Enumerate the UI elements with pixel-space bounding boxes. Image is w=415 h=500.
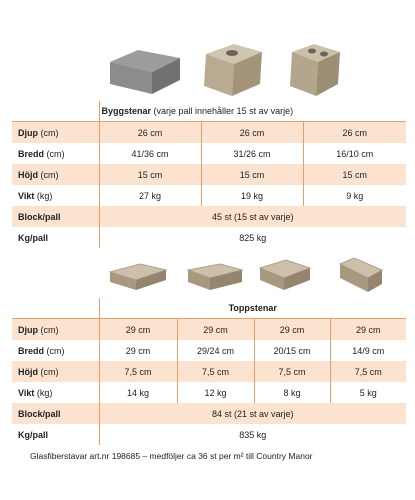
label-text: Byggstenar bbox=[101, 106, 152, 116]
byggstenar-header-row bbox=[12, 101, 406, 122]
unit-text: (cm) bbox=[44, 345, 65, 356]
footer-note: Glasfiberstavar art.nr 198685 – medföljer ca 36 st per m² till Country Manor bbox=[30, 451, 313, 461]
row-label bbox=[12, 143, 99, 164]
unit-text: (kg) bbox=[34, 387, 53, 398]
unit-text: (cm) bbox=[38, 169, 59, 180]
table-cell: 29/24 cm bbox=[177, 340, 254, 361]
label-text: Toppstenar bbox=[228, 303, 277, 313]
unit-text: (kg) bbox=[34, 190, 53, 201]
table-row bbox=[12, 361, 406, 382]
toppstenar-images bbox=[0, 256, 415, 298]
table-cell bbox=[12, 298, 99, 319]
byggstenar-title bbox=[99, 101, 406, 122]
row-label bbox=[12, 206, 99, 227]
cap-stone-image-2 bbox=[184, 260, 246, 294]
table-row bbox=[12, 185, 406, 206]
cap-stone-image-3 bbox=[256, 258, 314, 294]
table-cell: 8 kg bbox=[254, 382, 330, 403]
label-text: Block/pall bbox=[18, 211, 61, 222]
row-label bbox=[12, 361, 99, 382]
label-text: Bredd bbox=[18, 345, 45, 356]
table-cell: 5 kg bbox=[330, 382, 406, 403]
table-cell: 20/15 cm bbox=[254, 340, 330, 361]
table-row bbox=[12, 382, 406, 403]
label-text: Djup bbox=[18, 324, 38, 335]
table-cell: 14 kg bbox=[99, 382, 177, 403]
table-cell: 29 cm bbox=[254, 319, 330, 341]
cap-stone-image-4 bbox=[332, 256, 386, 296]
table-cell: 45 st (15 st av varje) bbox=[99, 206, 406, 227]
label-text: Vikt bbox=[18, 190, 35, 201]
byggstenar-images bbox=[0, 40, 415, 100]
table-cell: 27 kg bbox=[99, 185, 201, 206]
toppstenar-table bbox=[12, 298, 406, 445]
kg-per-pall-row bbox=[12, 227, 406, 248]
block-per-pall-row bbox=[12, 403, 406, 424]
row-label bbox=[12, 227, 99, 248]
table-cell: 26 cm bbox=[303, 122, 406, 144]
unit-text: (cm) bbox=[38, 127, 59, 138]
unit-text: (varje pall innehåller 15 st av varje) bbox=[151, 106, 294, 116]
table-row bbox=[12, 340, 406, 361]
table-cell: 84 st (21 st av varje) bbox=[99, 403, 406, 424]
table-row bbox=[12, 319, 406, 341]
row-label bbox=[12, 403, 99, 424]
row-label bbox=[12, 424, 99, 445]
table-cell: 29 cm bbox=[99, 319, 177, 341]
label-text: Djup bbox=[18, 127, 38, 138]
table-cell: 7,5 cm bbox=[99, 361, 177, 382]
table-row bbox=[12, 143, 406, 164]
table-cell: 16/10 cm bbox=[303, 143, 406, 164]
label-text: Kg/pall bbox=[18, 429, 49, 440]
table-cell: 7,5 cm bbox=[330, 361, 406, 382]
building-block-image-1 bbox=[108, 48, 182, 96]
table-cell: 29 cm bbox=[330, 319, 406, 341]
table-cell: 15 cm bbox=[303, 164, 406, 185]
block-per-pall-row bbox=[12, 206, 406, 227]
table-cell: 29 cm bbox=[99, 340, 177, 361]
label-text: Höjd bbox=[18, 169, 38, 180]
row-label bbox=[12, 340, 99, 361]
label-text: Höjd bbox=[18, 366, 38, 377]
cap-stone-image-1 bbox=[106, 260, 168, 294]
table-cell: 12 kg bbox=[177, 382, 254, 403]
table-cell: 26 cm bbox=[99, 122, 201, 144]
table-cell: 31/26 cm bbox=[201, 143, 303, 164]
unit-text: (cm) bbox=[38, 324, 59, 335]
row-label bbox=[12, 382, 99, 403]
unit-text: (cm) bbox=[44, 148, 65, 159]
label-text: Block/pall bbox=[18, 408, 61, 419]
row-label bbox=[12, 185, 99, 206]
table-cell: 7,5 cm bbox=[254, 361, 330, 382]
table-row bbox=[12, 122, 406, 144]
table-cell: 15 cm bbox=[201, 164, 303, 185]
label-text: Vikt bbox=[18, 387, 35, 398]
building-block-image-2 bbox=[200, 42, 266, 98]
row-label bbox=[12, 122, 99, 144]
table-cell: 15 cm bbox=[99, 164, 201, 185]
row-label bbox=[12, 164, 99, 185]
toppstenar-header-row bbox=[12, 298, 406, 319]
table-cell: 9 kg bbox=[303, 185, 406, 206]
kg-per-pall-row bbox=[12, 424, 406, 445]
table-cell: 825 kg bbox=[99, 227, 406, 248]
table-cell bbox=[12, 101, 99, 122]
label-text: Bredd bbox=[18, 148, 45, 159]
toppstenar-title bbox=[99, 298, 406, 319]
table-cell: 7,5 cm bbox=[177, 361, 254, 382]
table-cell: 19 kg bbox=[201, 185, 303, 206]
table-cell: 14/9 cm bbox=[330, 340, 406, 361]
table-cell: 26 cm bbox=[201, 122, 303, 144]
row-label bbox=[12, 319, 99, 341]
table-cell: 41/36 cm bbox=[99, 143, 201, 164]
table-cell: 835 kg bbox=[99, 424, 406, 445]
label-text: Kg/pall bbox=[18, 232, 49, 243]
table-row bbox=[12, 164, 406, 185]
table-cell: 29 cm bbox=[177, 319, 254, 341]
unit-text: (cm) bbox=[38, 366, 59, 377]
byggstenar-table bbox=[12, 101, 406, 248]
building-block-image-3 bbox=[286, 42, 344, 98]
